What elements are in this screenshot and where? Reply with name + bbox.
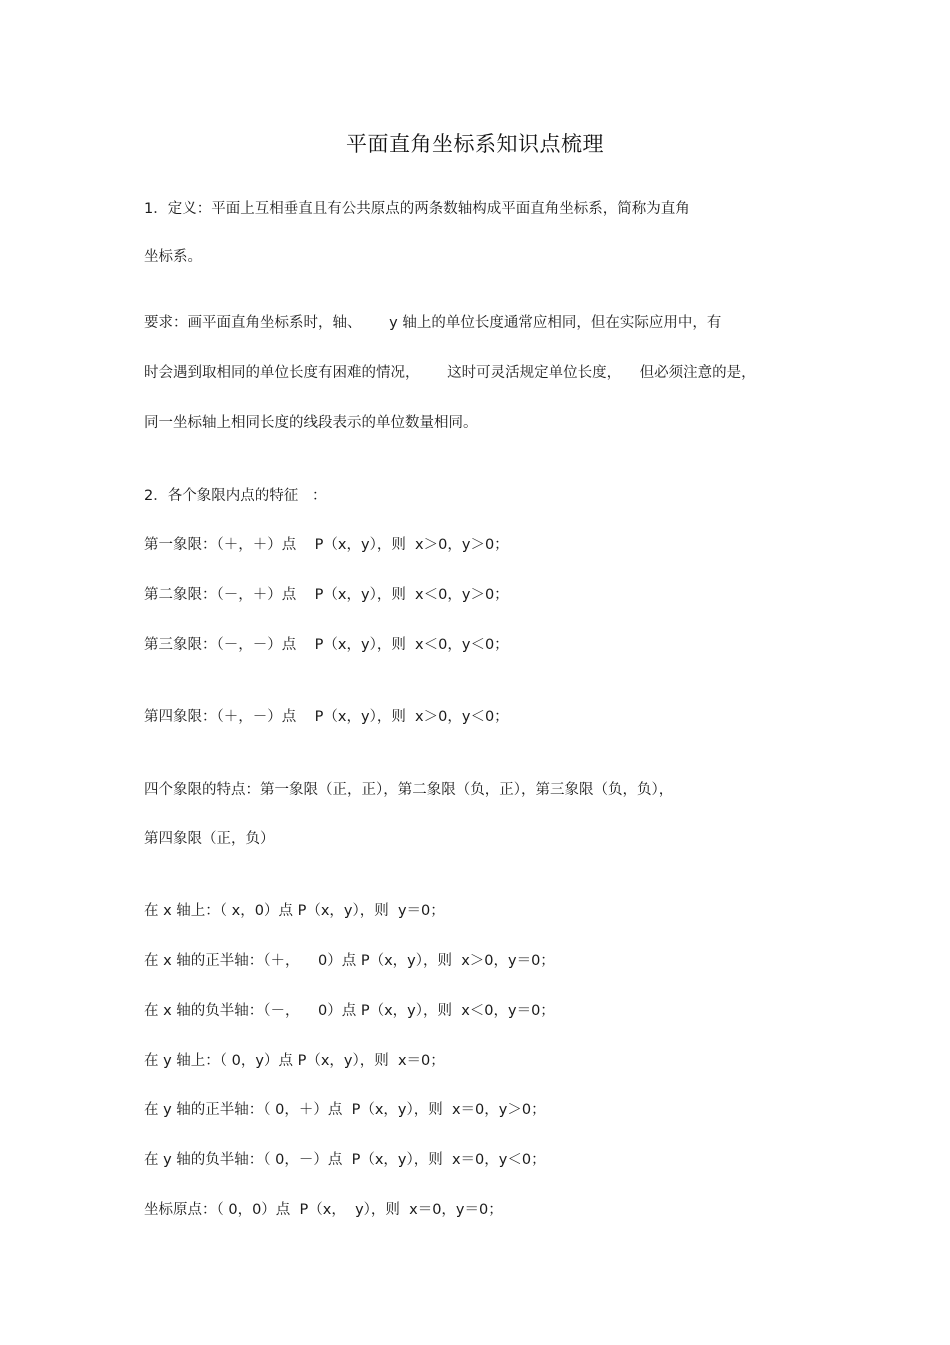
x-axis-line: 在 x 轴上：（ x，0）点 P（x，y），则 y＝0； [144,903,445,919]
quadrant-3-line: 第三象限：（－，－）点 P（x，y），则 x＜0，y＜0； [144,637,509,653]
quadrant-4-line: 第四象限：（＋，－）点 P（x，y），则 x＞0，y＜0； [144,709,509,725]
requirement-line-3: 同一坐标轴上相同长度的线段表示的单位数量相同。 [144,415,478,431]
y-axis-line: 在 y 轴上：（ 0，y）点 P（x，y），则 x＝0； [144,1053,445,1069]
y-negative-axis-line: 在 y 轴的负半轴：（ 0，－）点 P（x，y），则 x＝0，y＜0； [144,1152,546,1168]
requirement-line-1: 要求：画平面直角坐标系时，轴、 y 轴上的单位长度通常应相同，但在实际应用中，有 [144,315,722,331]
page-title: 平面直角坐标系知识点梳理 [346,132,604,156]
quadrant-signs-line-2: 第四象限（正，负） [144,831,275,847]
x-negative-axis-line: 在 x 轴的负半轴：（－， 0）点 P（x，y），则 x＜0，y＝0； [144,1003,555,1019]
y-positive-axis-line: 在 y 轴的正半轴：（ 0，＋）点 P（x，y），则 x＝0，y＞0； [144,1102,546,1118]
origin-line: 坐标原点：（ 0，0）点 P（x， y），则 x＝0，y＝0； [144,1202,503,1218]
quadrant-signs-line-1: 四个象限的特点：第一象限（正，正），第二象限（负，正），第三象限（负，负）， [144,782,674,798]
requirement-line-2: 时会遇到取相同的单位长度有困难的情况， 这时可灵活规定单位长度， 但必须注意的是， [144,365,756,381]
definition-line-1: 1．定义：平面上互相垂直且有公共原点的两条数轴构成平面直角坐标系，简称为直角 [144,201,690,217]
x-positive-axis-line: 在 x 轴的正半轴：（＋， 0）点 P（x，y），则 x＞0，y＝0； [144,953,555,969]
quadrant-heading: 2．各个象限内点的特征 ： [144,488,327,504]
definition-line-2: 坐标系。 [144,249,202,265]
quadrant-1-line: 第一象限：（＋，＋）点 P（x，y），则 x＞0，y＞0； [144,537,509,553]
quadrant-2-line: 第二象限：（－，＋）点 P（x，y），则 x＜0，y＞0； [144,587,509,603]
